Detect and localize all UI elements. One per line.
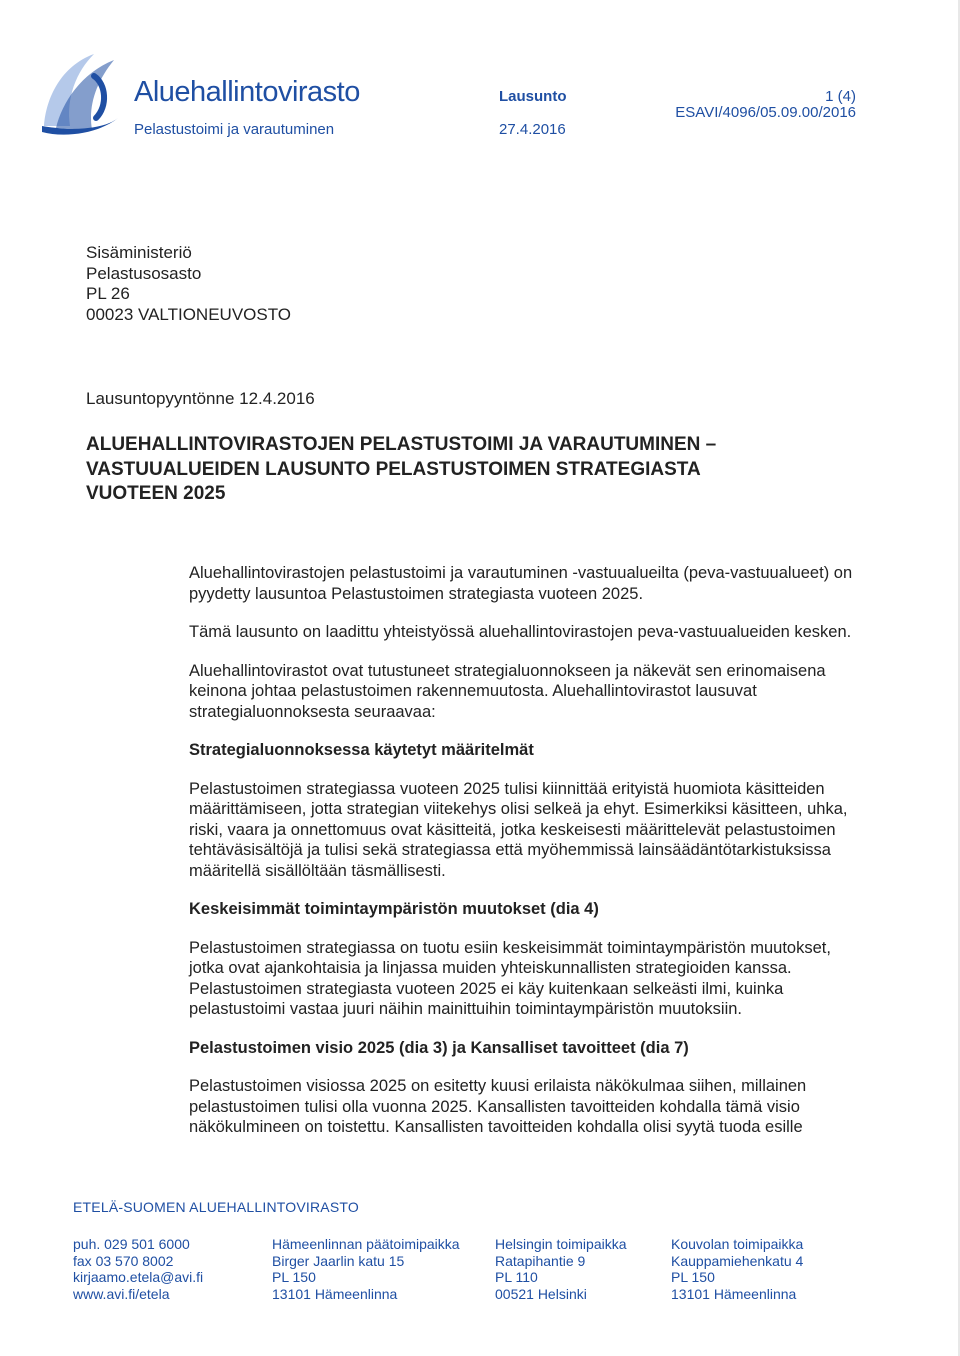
office-postcode: 13101 Hämeenlinna xyxy=(671,1285,797,1302)
document-reference: ESAVI/4096/05.09.00/2016 xyxy=(675,104,856,121)
footer-office-helsinki xyxy=(495,1236,627,1302)
office-name: Kouvolan toimipaikka xyxy=(671,1236,804,1252)
office-pobox: PL 110 xyxy=(495,1269,538,1285)
office-pobox: PL 150 xyxy=(272,1269,316,1285)
section-heading: Strategialuonnoksessa käytetyt määritelmät xyxy=(189,741,534,759)
footer-office-hameenlinna xyxy=(272,1236,460,1302)
footer-fax: fax 03 570 8002 xyxy=(73,1252,174,1269)
office-postcode: 13101 Hämeenlinna xyxy=(272,1285,398,1302)
office-name: Hämeenlinnan päätoimipaikka xyxy=(272,1236,460,1252)
office-street: Ratapihantie 9 xyxy=(495,1252,586,1269)
section-heading: Pelastustoimen visio 2025 (dia 3) ja Kansalliset tavoitteet (dia 7) xyxy=(189,1038,689,1057)
recipient-line: Sisäministeriö xyxy=(86,243,192,262)
office-street: Kauppamiehenkatu 4 xyxy=(671,1252,804,1269)
recipient-line: 00023 VALTIONEUVOSTO xyxy=(86,304,292,324)
recipient-line: PL 26 xyxy=(86,284,130,303)
paragraph: Tämä lausunto on laadittu yhteistyössä aluehallintovirastojen peva-vastuualueiden kesken. xyxy=(189,623,852,641)
title-line: ALUEHALLINTOVIRASTOJEN PELASTUSTOIMI JA VARAUTUMINEN – xyxy=(86,434,717,455)
paragraph: Pelastustoimen strategiassa on tuotu esiin keskeisimmät toimintaympäristön muutokset, jotka ovat ajankohtaisia ja linjassa muiden yhteiskunnallisten strategioiden kanssa. Pelastustoimen strategiasta vuoteen 2025 ei käy kuitenkaan selkeästi ilmi, kuinka pelastustoimi vastaa juuri näihin mainittuihin toimintaympäristön muutoksiin. xyxy=(189,938,831,1018)
footer-organization: ETELÄ-SUOMEN ALUEHALLINTOVIRASTO xyxy=(73,1199,359,1215)
section-heading: Keskeisimmät toimintaympäristön muutokset (dia 4) xyxy=(189,900,599,918)
document-date: 27.4.2016 xyxy=(499,121,566,138)
footer-phone: puh. 029 501 6000 xyxy=(73,1236,190,1252)
document-title xyxy=(86,433,846,507)
request-reference: Lausuntopyyntönne 12.4.2016 xyxy=(86,389,315,408)
page-number: 1 (4) xyxy=(825,88,856,105)
paragraph: Pelastustoimen visiossa 2025 on esitetty kuusi erilaista näkökulmaa siihen, millainen pelastustoimen tulisi olla vuonna 2025. Kansallisten tavoitteiden kohdalla tämä visio näkökulmineen on toistettu. Kansallisten tavoitteiden kohdalla olisi syytä tuoda esille xyxy=(189,1077,807,1136)
footer-email-link[interactable]: kirjaamo.etela@avi.fi xyxy=(73,1269,204,1285)
brand-department: Pelastustoimi ja varautuminen xyxy=(134,121,335,138)
avi-logo-icon xyxy=(36,48,128,140)
title-line: VASTUUALUEIDEN LAUSUNTO PELASTUSTOIMEN STRATEGIASTA xyxy=(86,458,701,480)
office-postcode: 00521 Helsinki xyxy=(495,1285,587,1302)
document-body xyxy=(189,563,869,1156)
paragraph: Pelastustoimen strategiassa vuoteen 2025 tulisi kiinnittää erityistä huomiota käsitteiden määrittämiseen, jotta strategian viitekehys olisi selkeä ja ehyt. Esimerkiksi käsitteen, uhka, riski, vaara ja onnettomuus ovat käsitteitä, jotka keskeisesti määrittelevät pelastustoimen tehtäväsisältöjä ja tulisi sekä strategiassa että myöhemmissä lainsäädäntötarkistuksissa määritellä sisällöltään täsmällisesti. xyxy=(189,779,848,880)
paragraph: Aluehallintovirastot ovat tutustuneet strategialuonnokseen ja näkevät sen erinomaisena keinona johtaa pelastustoimen rakennemuutosta. Aluehallintovirastot lausuvat strategialuonnoksesta seuraavaa: xyxy=(189,661,826,721)
title-line: VUOTEEN 2025 xyxy=(86,483,226,504)
footer-office-kouvola xyxy=(671,1236,803,1302)
recipient-address xyxy=(86,243,291,325)
document-type: Lausunto xyxy=(499,88,567,105)
office-street: Birger Jaarlin katu 15 xyxy=(272,1252,405,1269)
brand-name: Aluehallintovirasto xyxy=(134,76,360,108)
recipient-line: Pelastusosasto xyxy=(86,263,202,283)
paragraph: Aluehallintovirastojen pelastustoimi ja varautuminen -vastuualueilta (peva-vastuualueet) on pyydetty lausuntoa Pelastustoimen strategiasta vuoteen 2025. xyxy=(189,564,853,603)
office-name: Helsingin toimipaikka xyxy=(495,1236,627,1252)
office-pobox: PL 150 xyxy=(671,1269,715,1285)
footer-contact xyxy=(73,1236,203,1302)
footer-website-link[interactable]: www.avi.fi/etela xyxy=(73,1285,170,1302)
